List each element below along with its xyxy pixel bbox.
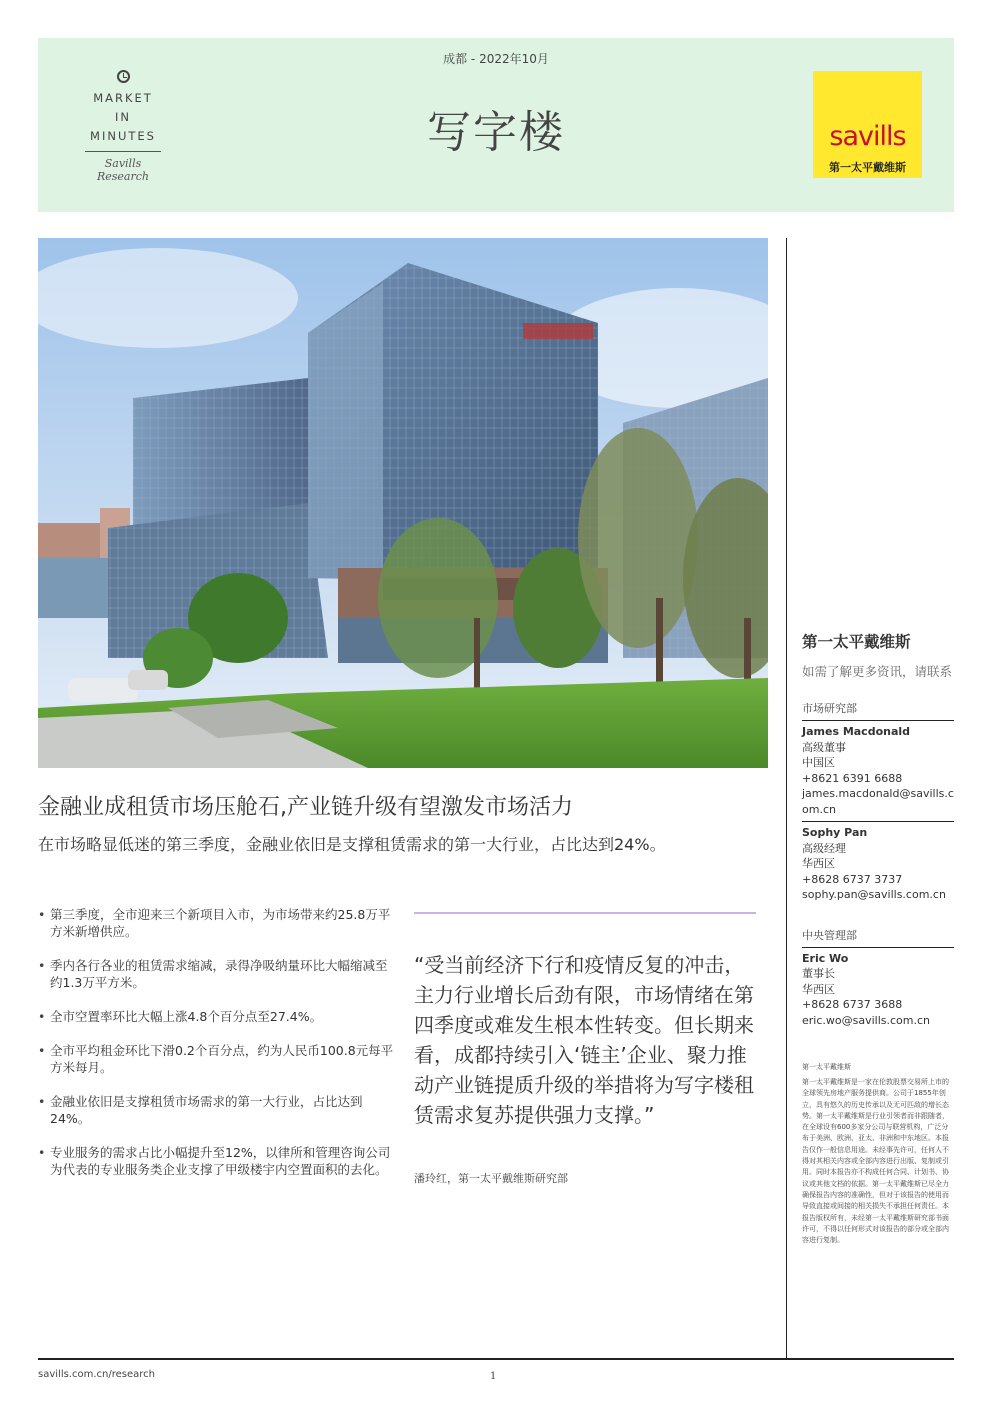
mim-line-1: MARKET [93, 91, 153, 105]
report-title: 写字楼 [427, 107, 565, 158]
quote-attribution: 潘玲红，第一太平戴维斯研究部 [414, 1172, 568, 1185]
savills-logo [813, 71, 922, 178]
section-heading-research: 市场研究部 [802, 700, 954, 721]
office-building-photo [38, 238, 768, 768]
contact-region: 中国区 [802, 756, 835, 769]
contact-phone: +8628 6737 3688 [802, 998, 903, 1011]
cover-photo [38, 238, 768, 768]
logo-cn-name: 第一太平戴维斯 [829, 161, 906, 174]
mim-line-3: MINUTES [90, 129, 156, 143]
article-subheadline: 在市场略显低迷的第三季度，金融业依旧是支撑租赁需求的第一大行业，占比达到24%。 [38, 835, 666, 854]
bullet-item: • 全市空置率环比大幅上涨4.8个百分点至27.4%。 [38, 1008, 396, 1025]
mim-subtitle: Savills Research [96, 157, 149, 183]
contact-prompt: 如需了解更多资讯，请联系 [802, 664, 953, 679]
contact-phone: +8621 6391 6688 [802, 771, 903, 785]
report-header [38, 38, 954, 212]
sidebar-divider [786, 238, 787, 1358]
contact-region: 华西区 [802, 982, 835, 996]
pull-quote: “受当前经济下行和疫情反复的冲击，主力行业增长后劲有限，市场情绪在第四季度或难发生根本性转变。但长期来看，成都持续引入‘链主’企业、聚力推动产业链提质升级的举措将为写字楼租赁需求复苏提供强力支撑。” [414, 953, 754, 1127]
contact-region: 华西区 [802, 857, 835, 870]
footer-rule [38, 1358, 954, 1360]
footer-url[interactable]: savills.com.cn/research [38, 1369, 155, 1380]
sidebar-brand: 第一太平戴维斯 [802, 633, 911, 651]
report-date: 成都 - 2022年10月 [443, 52, 549, 66]
contact-title: 董事长 [802, 967, 835, 980]
key-points-list [38, 906, 396, 1195]
contact-card [802, 825, 954, 907]
contact-card [802, 951, 954, 1033]
clock-icon [117, 70, 130, 83]
contact-phone: +8628 6737 3737 [802, 872, 903, 886]
contact-email[interactable]: james.macdonald@savills.com.cn [802, 787, 954, 816]
disclaimer-text: 第一太平戴维斯是一家在伦敦股票交易所上市的全球领先房地产服务提供商。公司于1855年创立，具有悠久的历史传承以及无可匹敌的增长态势。第一太平戴维斯是行业引领者而非跟随者，在全球设有600多家分公司与联营机构，广泛分布于美洲、欧洲、亚太、非洲和中东地区。本报告仅作一般信息用途。未经事先许可，任何人不得对其相关内容或全部内容进行出版、复制或引用。同时本报告亦不构成任何合同、计划书、协议或其他文档的依据。第一太平戴维斯已尽全力确保报告内容的准确性，但对于该报告的使用而导致直接或间接的相关损失不承担任何责任。本报告版权所有，未经第一太平戴维斯研究部书面许可，不得以任何形式对该报告的部分或全部内容进行复制。 [802, 1078, 949, 1245]
contact-name: Sophy Pan [802, 826, 868, 839]
mim-line-2: IN [115, 110, 131, 124]
contact-title: 高级董事 [802, 740, 846, 754]
quote-rule [414, 912, 756, 914]
bullet-item: • 全市平均租金环比下滑0.2个百分点，约为人民币100.8元每平方米每月。 [38, 1042, 396, 1076]
logo-wordmark: savills [829, 121, 906, 152]
contact-email[interactable]: sophy.pan@savills.com.cn [802, 888, 946, 901]
sidebar [802, 630, 954, 1246]
contact-email[interactable]: eric.wo@savills.com.cn [802, 1013, 931, 1027]
contact-card [802, 724, 954, 822]
contact-name: James Macdonald [802, 725, 911, 738]
bullet-item: • 第三季度，全市迎来三个新项目入市，为市场带来约25.8万平方米新增供应。 [38, 906, 396, 940]
article-headline: 金融业成租赁市场压舱石,产业链升级有望激发市场活力 [38, 795, 573, 820]
section-heading-management: 中央管理部 [802, 927, 954, 948]
contact-title: 高级经理 [802, 841, 846, 855]
contact-name: Eric Wo [802, 951, 849, 965]
bullet-item: • 季内各行各业的租赁需求缩减，录得净吸纳量环比大幅缩减至约1.3万平方米。 [38, 957, 396, 991]
disclaimer-heading: 第一太平戴维斯 [802, 1063, 851, 1071]
bullet-item: • 金融业依旧是支撑租赁市场需求的第一大行业，占比达到24%。 [38, 1093, 396, 1127]
bullet-item: • 专业服务的需求占比小幅提升至12%，以律所和管理咨询公司为代表的专业服务类企业支撑了甲级楼宇内空置面积的去化。 [38, 1144, 396, 1178]
page-number: 1 [490, 1371, 497, 1382]
